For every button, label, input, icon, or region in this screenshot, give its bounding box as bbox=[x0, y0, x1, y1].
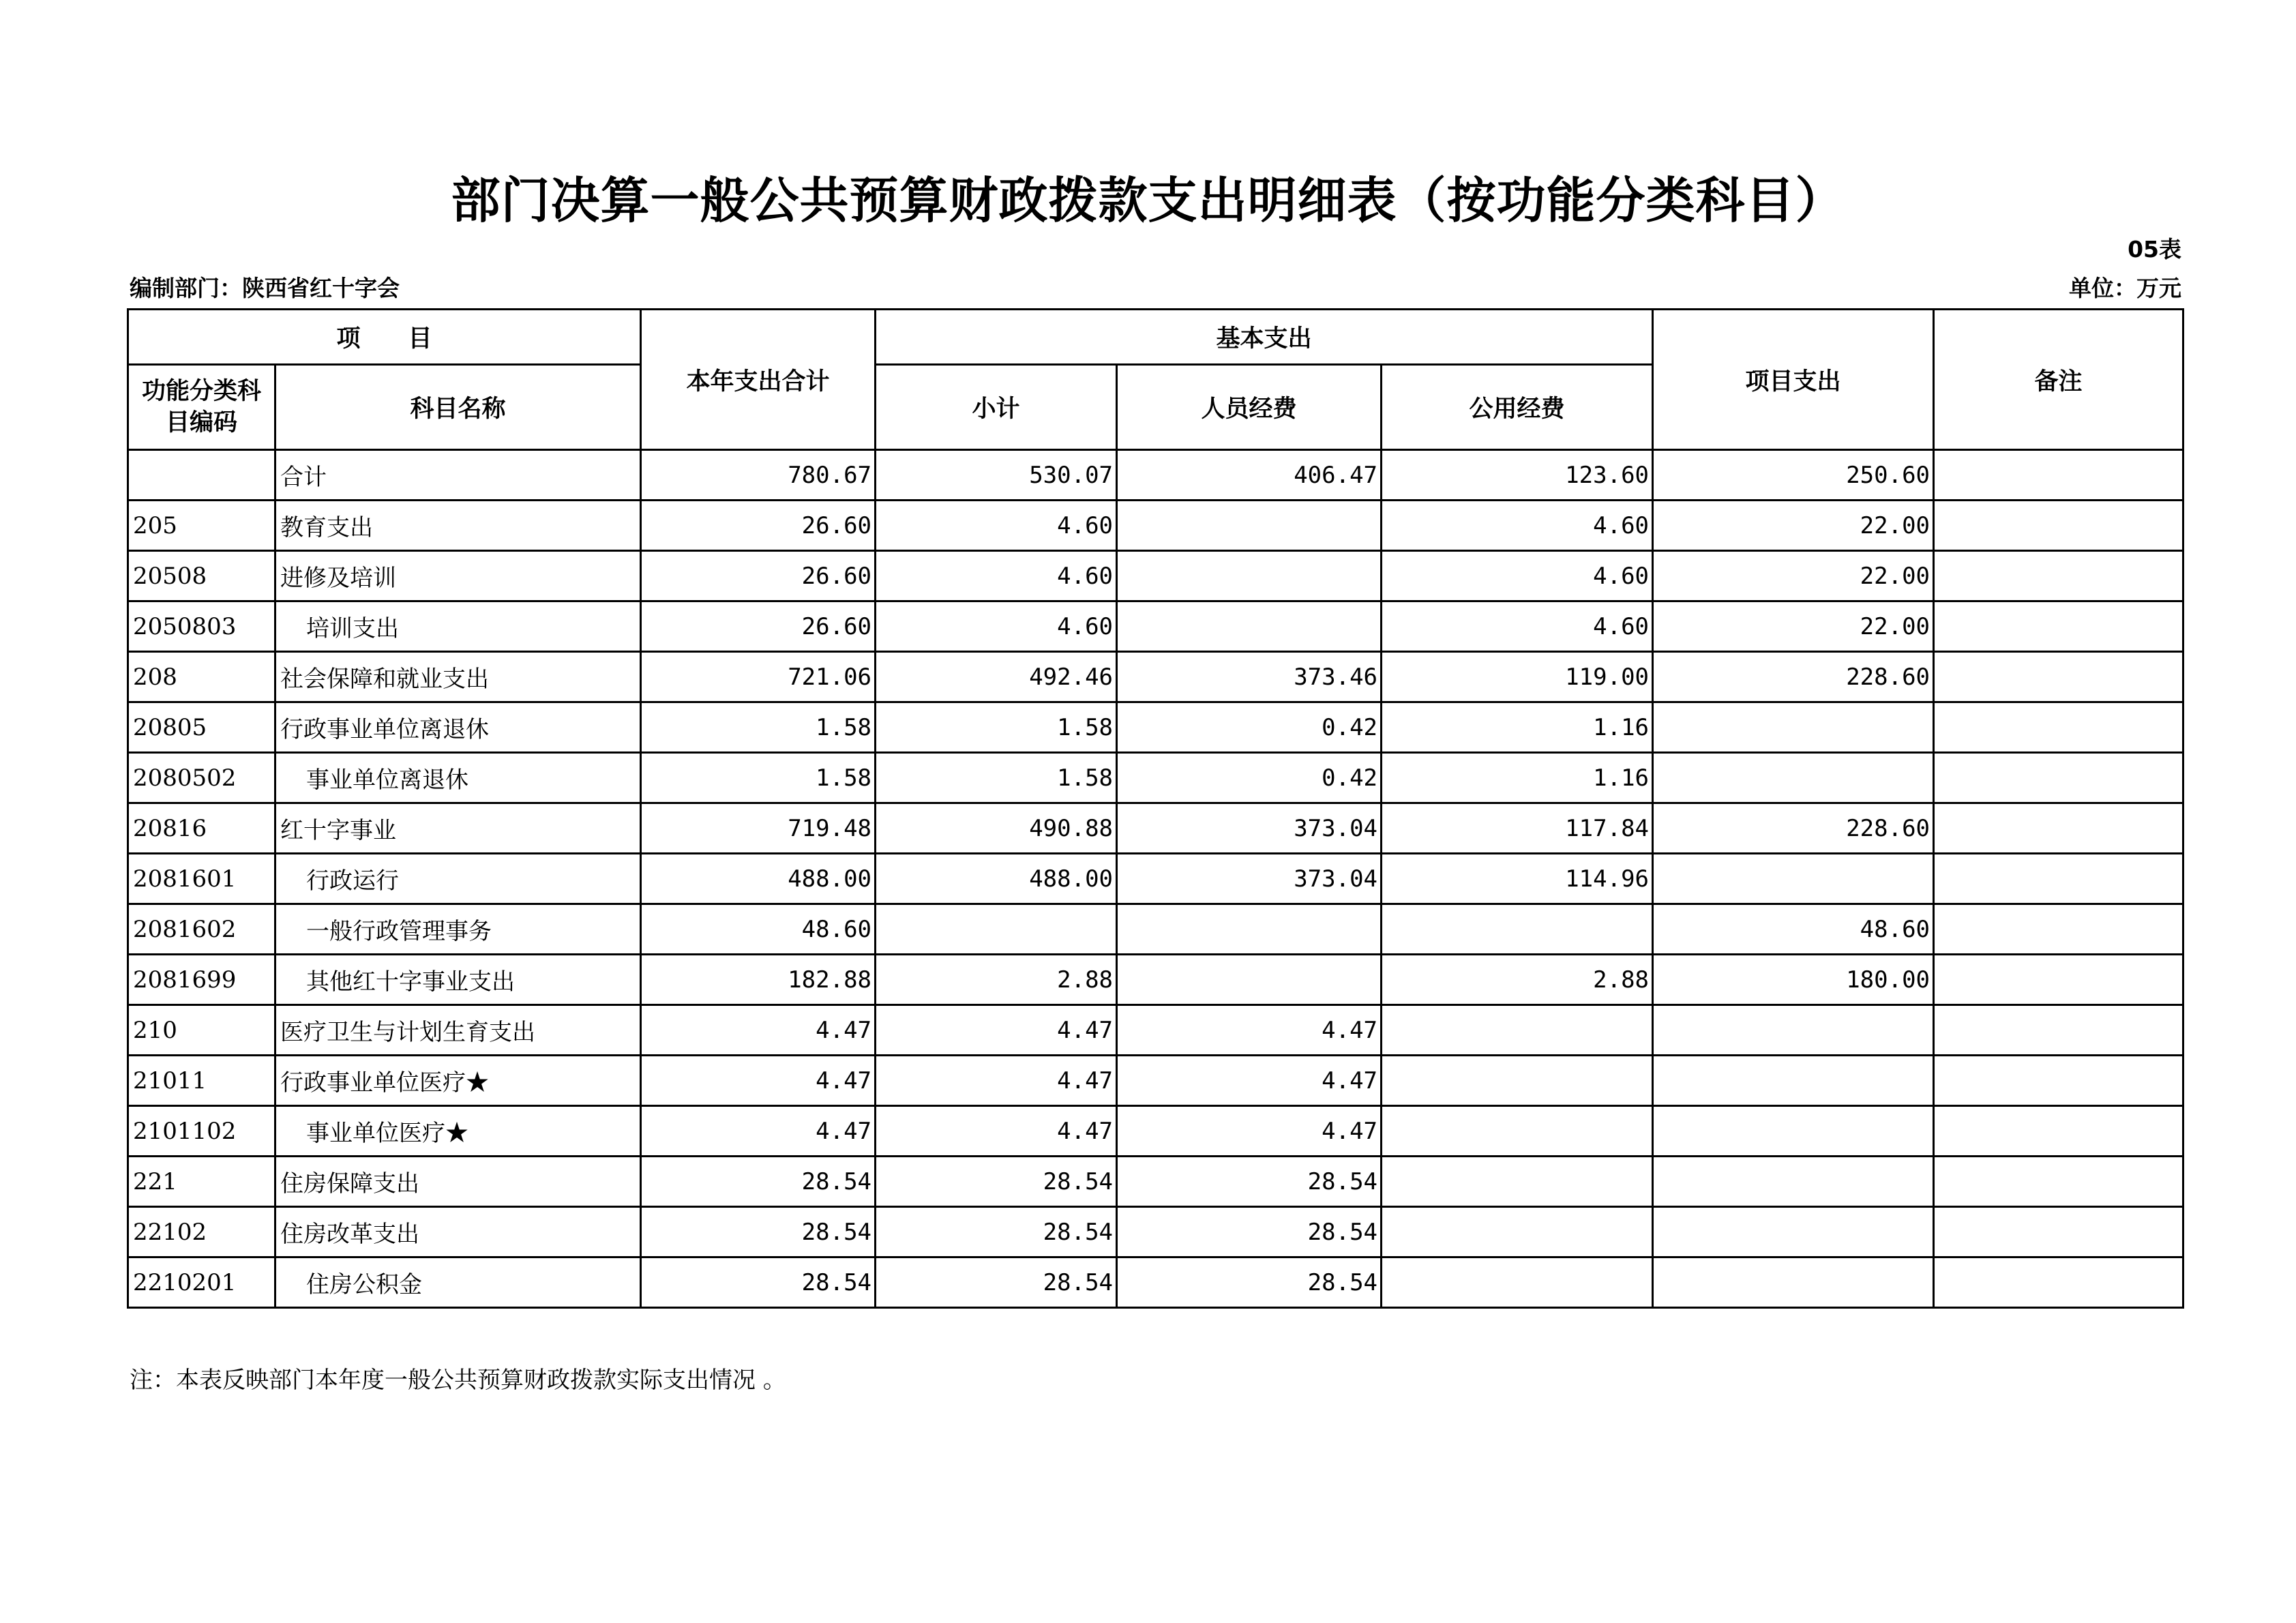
table-row bbox=[128, 1157, 2183, 1207]
cell-personnel: 4.47 bbox=[1117, 1056, 1382, 1106]
cell-personnel: 28.54 bbox=[1117, 1207, 1382, 1257]
cell-code: 2081602 bbox=[128, 904, 275, 955]
unit-label: 单位：万元 bbox=[2069, 275, 2181, 301]
cell-project bbox=[1653, 1257, 1934, 1308]
cell-public: 2.88 bbox=[1382, 955, 1653, 1005]
table-row bbox=[128, 450, 2183, 501]
cell-total: 26.60 bbox=[641, 601, 876, 652]
cell-public: 1.16 bbox=[1382, 702, 1653, 753]
cell-total: 488.00 bbox=[641, 854, 876, 904]
cell-project bbox=[1653, 1106, 1934, 1157]
cell-public: 1.16 bbox=[1382, 753, 1653, 803]
cell-personnel bbox=[1117, 501, 1382, 551]
cell-public bbox=[1382, 1056, 1653, 1106]
cell-code: 205 bbox=[128, 501, 275, 551]
cell-code bbox=[128, 450, 275, 501]
cell-remark bbox=[1934, 702, 2183, 753]
cell-subtotal: 4.47 bbox=[876, 1005, 1117, 1056]
cell-remark bbox=[1934, 955, 2183, 1005]
cell-project: 180.00 bbox=[1653, 955, 1934, 1005]
table-body bbox=[128, 450, 2183, 1308]
header-remark: 备注 bbox=[1934, 310, 2183, 450]
cell-code: 208 bbox=[128, 652, 275, 702]
cell-subtotal: 28.54 bbox=[876, 1207, 1117, 1257]
cell-total: 48.60 bbox=[641, 904, 876, 955]
table-row bbox=[128, 803, 2183, 854]
cell-project: 228.60 bbox=[1653, 803, 1934, 854]
cell-code: 2210201 bbox=[128, 1257, 275, 1308]
compiling-department: 编制部门：陕西省红十字会 bbox=[130, 275, 400, 301]
cell-code: 20816 bbox=[128, 803, 275, 854]
cell-personnel: 28.54 bbox=[1117, 1157, 1382, 1207]
cell-subtotal: 4.60 bbox=[876, 601, 1117, 652]
cell-total: 4.47 bbox=[641, 1056, 876, 1106]
cell-total: 1.58 bbox=[641, 753, 876, 803]
cell-name: 教育支出 bbox=[275, 501, 641, 551]
header-total: 本年支出合计 bbox=[641, 310, 876, 450]
table-row bbox=[128, 753, 2183, 803]
cell-name: 培训支出 bbox=[275, 601, 641, 652]
table-row bbox=[128, 702, 2183, 753]
cell-remark bbox=[1934, 1257, 2183, 1308]
cell-subtotal: 530.07 bbox=[876, 450, 1117, 501]
cell-name: 行政事业单位医疗★ bbox=[275, 1056, 641, 1106]
cell-subtotal: 2.88 bbox=[876, 955, 1117, 1005]
cell-total: 182.88 bbox=[641, 955, 876, 1005]
cell-project bbox=[1653, 702, 1934, 753]
cell-subtotal: 4.47 bbox=[876, 1106, 1117, 1157]
cell-subtotal: 488.00 bbox=[876, 854, 1117, 904]
cell-remark bbox=[1934, 551, 2183, 601]
cell-personnel: 4.47 bbox=[1117, 1005, 1382, 1056]
cell-remark bbox=[1934, 1005, 2183, 1056]
table-row bbox=[128, 652, 2183, 702]
cell-code: 221 bbox=[128, 1157, 275, 1207]
cell-name: 行政事业单位离退休 bbox=[275, 702, 641, 753]
cell-personnel: 4.47 bbox=[1117, 1106, 1382, 1157]
cell-subtotal: 490.88 bbox=[876, 803, 1117, 854]
cell-subtotal: 1.58 bbox=[876, 702, 1117, 753]
cell-personnel: 373.46 bbox=[1117, 652, 1382, 702]
cell-name: 红十字事业 bbox=[275, 803, 641, 854]
cell-personnel bbox=[1117, 601, 1382, 652]
table-row bbox=[128, 1005, 2183, 1056]
cell-remark bbox=[1934, 803, 2183, 854]
cell-code: 2080502 bbox=[128, 753, 275, 803]
header-name: 科目名称 bbox=[275, 365, 641, 450]
table-row bbox=[128, 854, 2183, 904]
cell-personnel: 28.54 bbox=[1117, 1257, 1382, 1308]
cell-personnel: 406.47 bbox=[1117, 450, 1382, 501]
header-project-expenditure: 项目支出 bbox=[1653, 310, 1934, 450]
cell-project bbox=[1653, 1056, 1934, 1106]
cell-public: 123.60 bbox=[1382, 450, 1653, 501]
cell-remark bbox=[1934, 601, 2183, 652]
cell-public: 117.84 bbox=[1382, 803, 1653, 854]
cell-total: 719.48 bbox=[641, 803, 876, 854]
cell-code: 210 bbox=[128, 1005, 275, 1056]
table-number: 05表 bbox=[2128, 236, 2181, 263]
cell-public bbox=[1382, 1207, 1653, 1257]
cell-subtotal bbox=[876, 904, 1117, 955]
cell-total: 4.47 bbox=[641, 1005, 876, 1056]
cell-project: 48.60 bbox=[1653, 904, 1934, 955]
cell-project: 22.00 bbox=[1653, 551, 1934, 601]
table-row bbox=[128, 601, 2183, 652]
cell-project: 22.00 bbox=[1653, 601, 1934, 652]
cell-subtotal: 492.46 bbox=[876, 652, 1117, 702]
cell-name: 住房保障支出 bbox=[275, 1157, 641, 1207]
cell-subtotal: 28.54 bbox=[876, 1157, 1117, 1207]
cell-project: 228.60 bbox=[1653, 652, 1934, 702]
cell-total: 28.54 bbox=[641, 1157, 876, 1207]
cell-total: 28.54 bbox=[641, 1257, 876, 1308]
cell-personnel: 0.42 bbox=[1117, 702, 1382, 753]
cell-remark bbox=[1934, 1056, 2183, 1106]
cell-remark bbox=[1934, 854, 2183, 904]
cell-project: 22.00 bbox=[1653, 501, 1934, 551]
cell-project bbox=[1653, 753, 1934, 803]
cell-name: 住房公积金 bbox=[275, 1257, 641, 1308]
cell-total: 1.58 bbox=[641, 702, 876, 753]
header-project: 项 目 bbox=[128, 310, 641, 365]
cell-remark bbox=[1934, 904, 2183, 955]
cell-subtotal: 4.60 bbox=[876, 501, 1117, 551]
cell-subtotal: 4.60 bbox=[876, 551, 1117, 601]
cell-name: 住房改革支出 bbox=[275, 1207, 641, 1257]
cell-code: 2081699 bbox=[128, 955, 275, 1005]
cell-name: 合计 bbox=[275, 450, 641, 501]
table-row bbox=[128, 551, 2183, 601]
table-row bbox=[128, 904, 2183, 955]
table-row bbox=[128, 1207, 2183, 1257]
cell-remark bbox=[1934, 450, 2183, 501]
cell-total: 28.54 bbox=[641, 1207, 876, 1257]
cell-subtotal: 4.47 bbox=[876, 1056, 1117, 1106]
cell-public bbox=[1382, 1257, 1653, 1308]
table-row bbox=[128, 955, 2183, 1005]
cell-remark bbox=[1934, 1157, 2183, 1207]
cell-name: 行政运行 bbox=[275, 854, 641, 904]
cell-total: 721.06 bbox=[641, 652, 876, 702]
cell-project bbox=[1653, 854, 1934, 904]
cell-personnel: 373.04 bbox=[1117, 803, 1382, 854]
cell-personnel: 0.42 bbox=[1117, 753, 1382, 803]
cell-personnel bbox=[1117, 955, 1382, 1005]
table-row bbox=[128, 1106, 2183, 1157]
cell-name: 事业单位医疗★ bbox=[275, 1106, 641, 1157]
cell-code: 2101102 bbox=[128, 1106, 275, 1157]
cell-name: 进修及培训 bbox=[275, 551, 641, 601]
cell-code: 22102 bbox=[128, 1207, 275, 1257]
page-title: 部门决算一般公共预算财政拨款支出明细表（按功能分类科目） bbox=[451, 171, 1845, 229]
cell-subtotal: 28.54 bbox=[876, 1257, 1117, 1308]
cell-remark bbox=[1934, 652, 2183, 702]
cell-remark bbox=[1934, 1106, 2183, 1157]
cell-project bbox=[1653, 1157, 1934, 1207]
header-public: 公用经费 bbox=[1382, 365, 1653, 450]
table-row bbox=[128, 1257, 2183, 1308]
cell-project: 250.60 bbox=[1653, 450, 1934, 501]
cell-code: 2081601 bbox=[128, 854, 275, 904]
cell-name: 事业单位离退休 bbox=[275, 753, 641, 803]
cell-total: 26.60 bbox=[641, 501, 876, 551]
header-subtotal: 小计 bbox=[876, 365, 1117, 450]
cell-subtotal: 1.58 bbox=[876, 753, 1117, 803]
cell-code: 2050803 bbox=[128, 601, 275, 652]
cell-personnel: 373.04 bbox=[1117, 854, 1382, 904]
header-basic: 基本支出 bbox=[876, 310, 1653, 365]
table-row bbox=[128, 1056, 2183, 1106]
cell-public bbox=[1382, 904, 1653, 955]
cell-name: 社会保障和就业支出 bbox=[275, 652, 641, 702]
cell-remark bbox=[1934, 753, 2183, 803]
cell-total: 4.47 bbox=[641, 1106, 876, 1157]
cell-total: 780.67 bbox=[641, 450, 876, 501]
cell-public bbox=[1382, 1157, 1653, 1207]
table-row bbox=[128, 501, 2183, 551]
cell-project bbox=[1653, 1207, 1934, 1257]
cell-personnel bbox=[1117, 904, 1382, 955]
cell-name: 其他红十字事业支出 bbox=[275, 955, 641, 1005]
cell-code: 20508 bbox=[128, 551, 275, 601]
cell-public: 114.96 bbox=[1382, 854, 1653, 904]
footnote: 注：本表反映部门本年度一般公共预算财政拨款实际支出情况 。 bbox=[130, 1367, 786, 1394]
cell-total: 26.60 bbox=[641, 551, 876, 601]
cell-remark bbox=[1934, 1207, 2183, 1257]
cell-remark bbox=[1934, 501, 2183, 551]
expenditure-table bbox=[127, 308, 2184, 1309]
header-personnel: 人员经费 bbox=[1117, 365, 1382, 450]
cell-code: 20805 bbox=[128, 702, 275, 753]
cell-code: 21011 bbox=[128, 1056, 275, 1106]
cell-name: 医疗卫生与计划生育支出 bbox=[275, 1005, 641, 1056]
cell-public bbox=[1382, 1005, 1653, 1056]
header-code: 功能分类科目编码 bbox=[128, 365, 275, 450]
cell-public: 4.60 bbox=[1382, 551, 1653, 601]
cell-name: 一般行政管理事务 bbox=[275, 904, 641, 955]
cell-public: 119.00 bbox=[1382, 652, 1653, 702]
cell-public: 4.60 bbox=[1382, 501, 1653, 551]
cell-public bbox=[1382, 1106, 1653, 1157]
cell-personnel bbox=[1117, 551, 1382, 601]
cell-project bbox=[1653, 1005, 1934, 1056]
cell-public: 4.60 bbox=[1382, 601, 1653, 652]
